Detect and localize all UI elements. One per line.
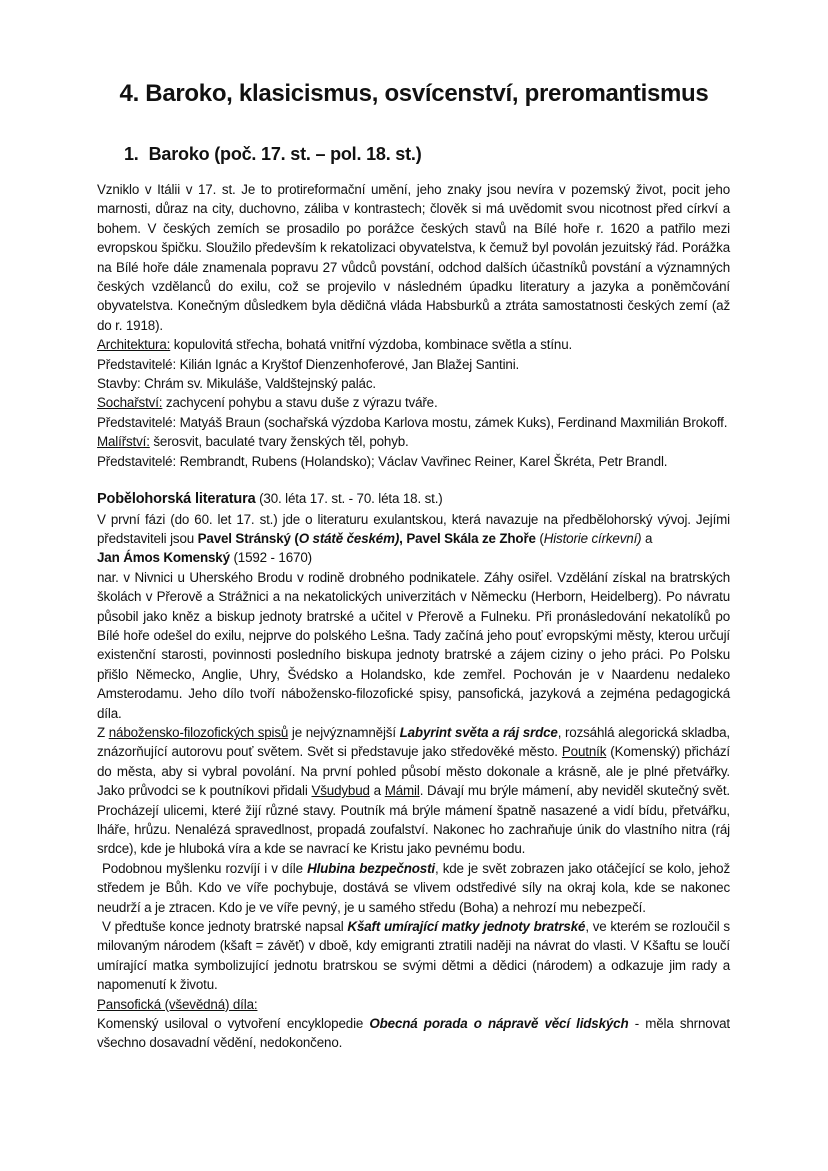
intro-paragraph: Vzniklo v Itálii v 17. st. Je to protireformační umění, jeho znaky jsou nevíra v pozemský život, pocit jeho marnosti, důraz na city, duchovno, záliba v kontrastech; člověk si má uvědomit svou nicotnost před církví a bohem. V českých zemích se prosadilo po porážce českých stavů na Bílé hoře r. 1620 a patřilo mezi evropskou špičku. Sloužilo především k rekatolizaci obyvatelstva, k čemuž byl povolán jezuitský řád. Porážka na Bílé hoře dále znamenala popravu 27 vůdců povstání, odchod dalších účastníků povstání a významných českých vzdělanců do exilu, což se projevilo v následném úpadku literatury a jazyka a poněmčování obyvatelstva. Konečným důsledkem byla dědičná vláda Habsburků a ztráta samostatnosti českých zemí (až do r. 1918). (97, 182, 730, 333)
architektura-reps: Představitelé: Kilián Ignác a Kryštof Dienzenhoferové, Jan Blažej Santini. (97, 356, 520, 372)
work-obecna-porada: Obecná porada o nápravě věcí lidských (369, 1016, 629, 1032)
document-body (97, 180, 730, 1053)
section-heading-text: Baroko (poč. 17. st. – pol. 18. st.) (148, 144, 422, 164)
pansof-label: Pansofická (vševědná) díla: (97, 996, 258, 1012)
term-vsudybud: Všudybud (311, 783, 370, 799)
socharstvi-line (97, 393, 730, 412)
term-poutnik: Poutník (561, 744, 607, 760)
pobelohorska-title: Pobělohorská literatura (97, 491, 256, 508)
work-hlubina: Hlubina bezpečnosti (307, 860, 435, 876)
author-skala: Pavel Skála ze Zhoře (406, 530, 536, 546)
spacer (97, 471, 730, 489)
author-komensky: Jan Ámos Komenský (97, 550, 230, 566)
author-stransky: Pavel Stránský (197, 530, 291, 546)
work-historie-cirkevni: Historie církevní) (543, 530, 642, 546)
pobelohorska-heading (97, 489, 730, 509)
socharstvi-reps: Představitelé: Matyáš Braun (sochařská výzdoba Karlova mostu, zámek Kuks), Ferdinand Maxmilián Brokoff. (97, 414, 728, 430)
work-ksaft: Kšaft umírající matky jednoty bratrské (347, 919, 586, 935)
malirstvi-label: Malířství: (97, 434, 150, 450)
term-mamil: Mámil (384, 783, 420, 799)
page-title: 4. Baroko, klasicismus, osvícenství, preromantismus (119, 80, 709, 107)
malirstvi-reps: Představitelé: Rembrandt, Rubens (Holandsko); Václav Vavřinec Reiner, Karel Škréta, Petr Brandl. (97, 453, 668, 469)
malirstvi-text: šerosvit, baculaté tvary ženských těl, pohyb. (149, 434, 409, 450)
ksaft-paragraph: V předtuše konce jednoty bratrské napsal Kšaft umírající matky jednoty bratrské, ve kterém se rozloučil s milovaným národem (kšaft = závěť) v dboě, kdy emigranti ztratili naději na návrat do vlasti. V Kšaftu se loučí umírající matka symbolizující jednotu bratrskou se svými dětmi a dědici (národem) a odkazuje jim rady a napomenutí k životu. (97, 919, 730, 993)
architektura-label: Architektura: (97, 337, 171, 353)
exulant-paragraph: V první fázi (do 60. let 17. st.) jde o literaturu exulantskou, která navazuje na předbělohorský vývoj. Jejími představiteli jsou Pavel Stránský (O státě českém), Pavel Skála ze Zhoře (Historie církevní) a Jan Ámos Komenský (1592 - 1670) (97, 511, 730, 566)
stavby-line: Stavby: Chrám sv. Mikuláše, Valdštejnský palác. (97, 376, 376, 392)
socharstvi-text: zachycení pohybu a stavu duše z výrazu tváře. (162, 395, 438, 411)
section-number: 1. (124, 144, 139, 164)
spisy-label: nábožensko-filozofických spisů (108, 724, 289, 740)
pansof-paragraph: Komenský usiloval o vytvoření encyklopedie Obecná porada o nápravě věcí lidských - měla shrnovat všechno dosavadní vědění, nedokončeno. (97, 1016, 730, 1051)
hlubina-paragraph: Podobnou myšlenku rozvíjí i v díle Hlubina bezpečnosti, kde je svět zobrazen jako otáčející se kolo, jehož středem je Bůh. Kdo ve víře pochybuje, dostává se vlivem odstředivé síly na okraj kola, kde se nakonec neudrží a je ztracen. Kdo je ve víře pevný, je u samého středu (Boha) a nehrozí mu nebezpečí. (97, 860, 730, 915)
architektura-line (97, 335, 730, 354)
pobelohorska-dates: (30. léta 17. st. - 70. léta 18. st.) (255, 491, 443, 507)
section-heading (124, 144, 422, 165)
malirstvi-line (97, 432, 730, 451)
labyrint-paragraph: Z nábožensko-filozofických spisů je nejvýznamnější Labyrint světa a ráj srdce, rozsáhlá alegorická skladba, znázorňující autorovu pouť světem. Svět si představuje jako středověké město. Poutník (Komenský) přichází do města, aby si vybral povolání. Na první pohled působí město dokonale a krásně, ale je plné přetvářky. Jako průvodci se k poutníkovi přidali Všudybud a Mámil. Dávají mu brýle mámení, aby neviděl skutečný svět. Procházejí ulicemi, které žijí různé stavy. Poutník má brýle mámení špatně nasazené a vidí bídu, přetvářku, lháře, hrůzu. Nenalézá spravedlnost, propadá zoufalství. Nakonec ho zachraňuje únik do vlastního nitra (ráj srdce), kde je hluboká víra a kde se navrací ke Kristu jako pevnému bodu. (97, 724, 730, 857)
work-o-state-ceskem: O státě českém) (298, 530, 400, 546)
socharstvi-label: Sochařství: (97, 395, 163, 411)
komensky-bio: nar. v Nivnici u Uherského Brodu v rodině drobného podnikatele. Záhy osiřel. Vzdělání získal na bratrských školách v Přerově a Strážnici a na nekatolických univerzitách v Německu (Herborn, Heidelberg). Po návratu působil jako kněz a biskup jednoty bratrské a učitel v Přerově a Fulneku. Při pronásledování nekatolíků po Bílé hoře odešel do exilu, nejprve do polského Lešna. Tady začíná jeho pouť evropskými městy, kterou určují existenční starosti, povinnosti posledního biskupa jednoty bratrské a zájem ciziny o jeho práci. Po Polsku přišlo Německo, Anglie, Uhry, Švédsko a Holandsko, kde zemřel. Pochován je v Naardenu nedaleko Amsterodamu. Jeho dílo tvoří nábožensko-filozofické spisy, pansofická, jazyková a zejména pedagogická díla. (97, 569, 730, 721)
architektura-text: kopulovitá střecha, bohatá vnitřní výzdoba, kombinace světla a stínu. (170, 337, 573, 353)
work-labyrint: Labyrint světa a ráj srdce (399, 724, 558, 740)
